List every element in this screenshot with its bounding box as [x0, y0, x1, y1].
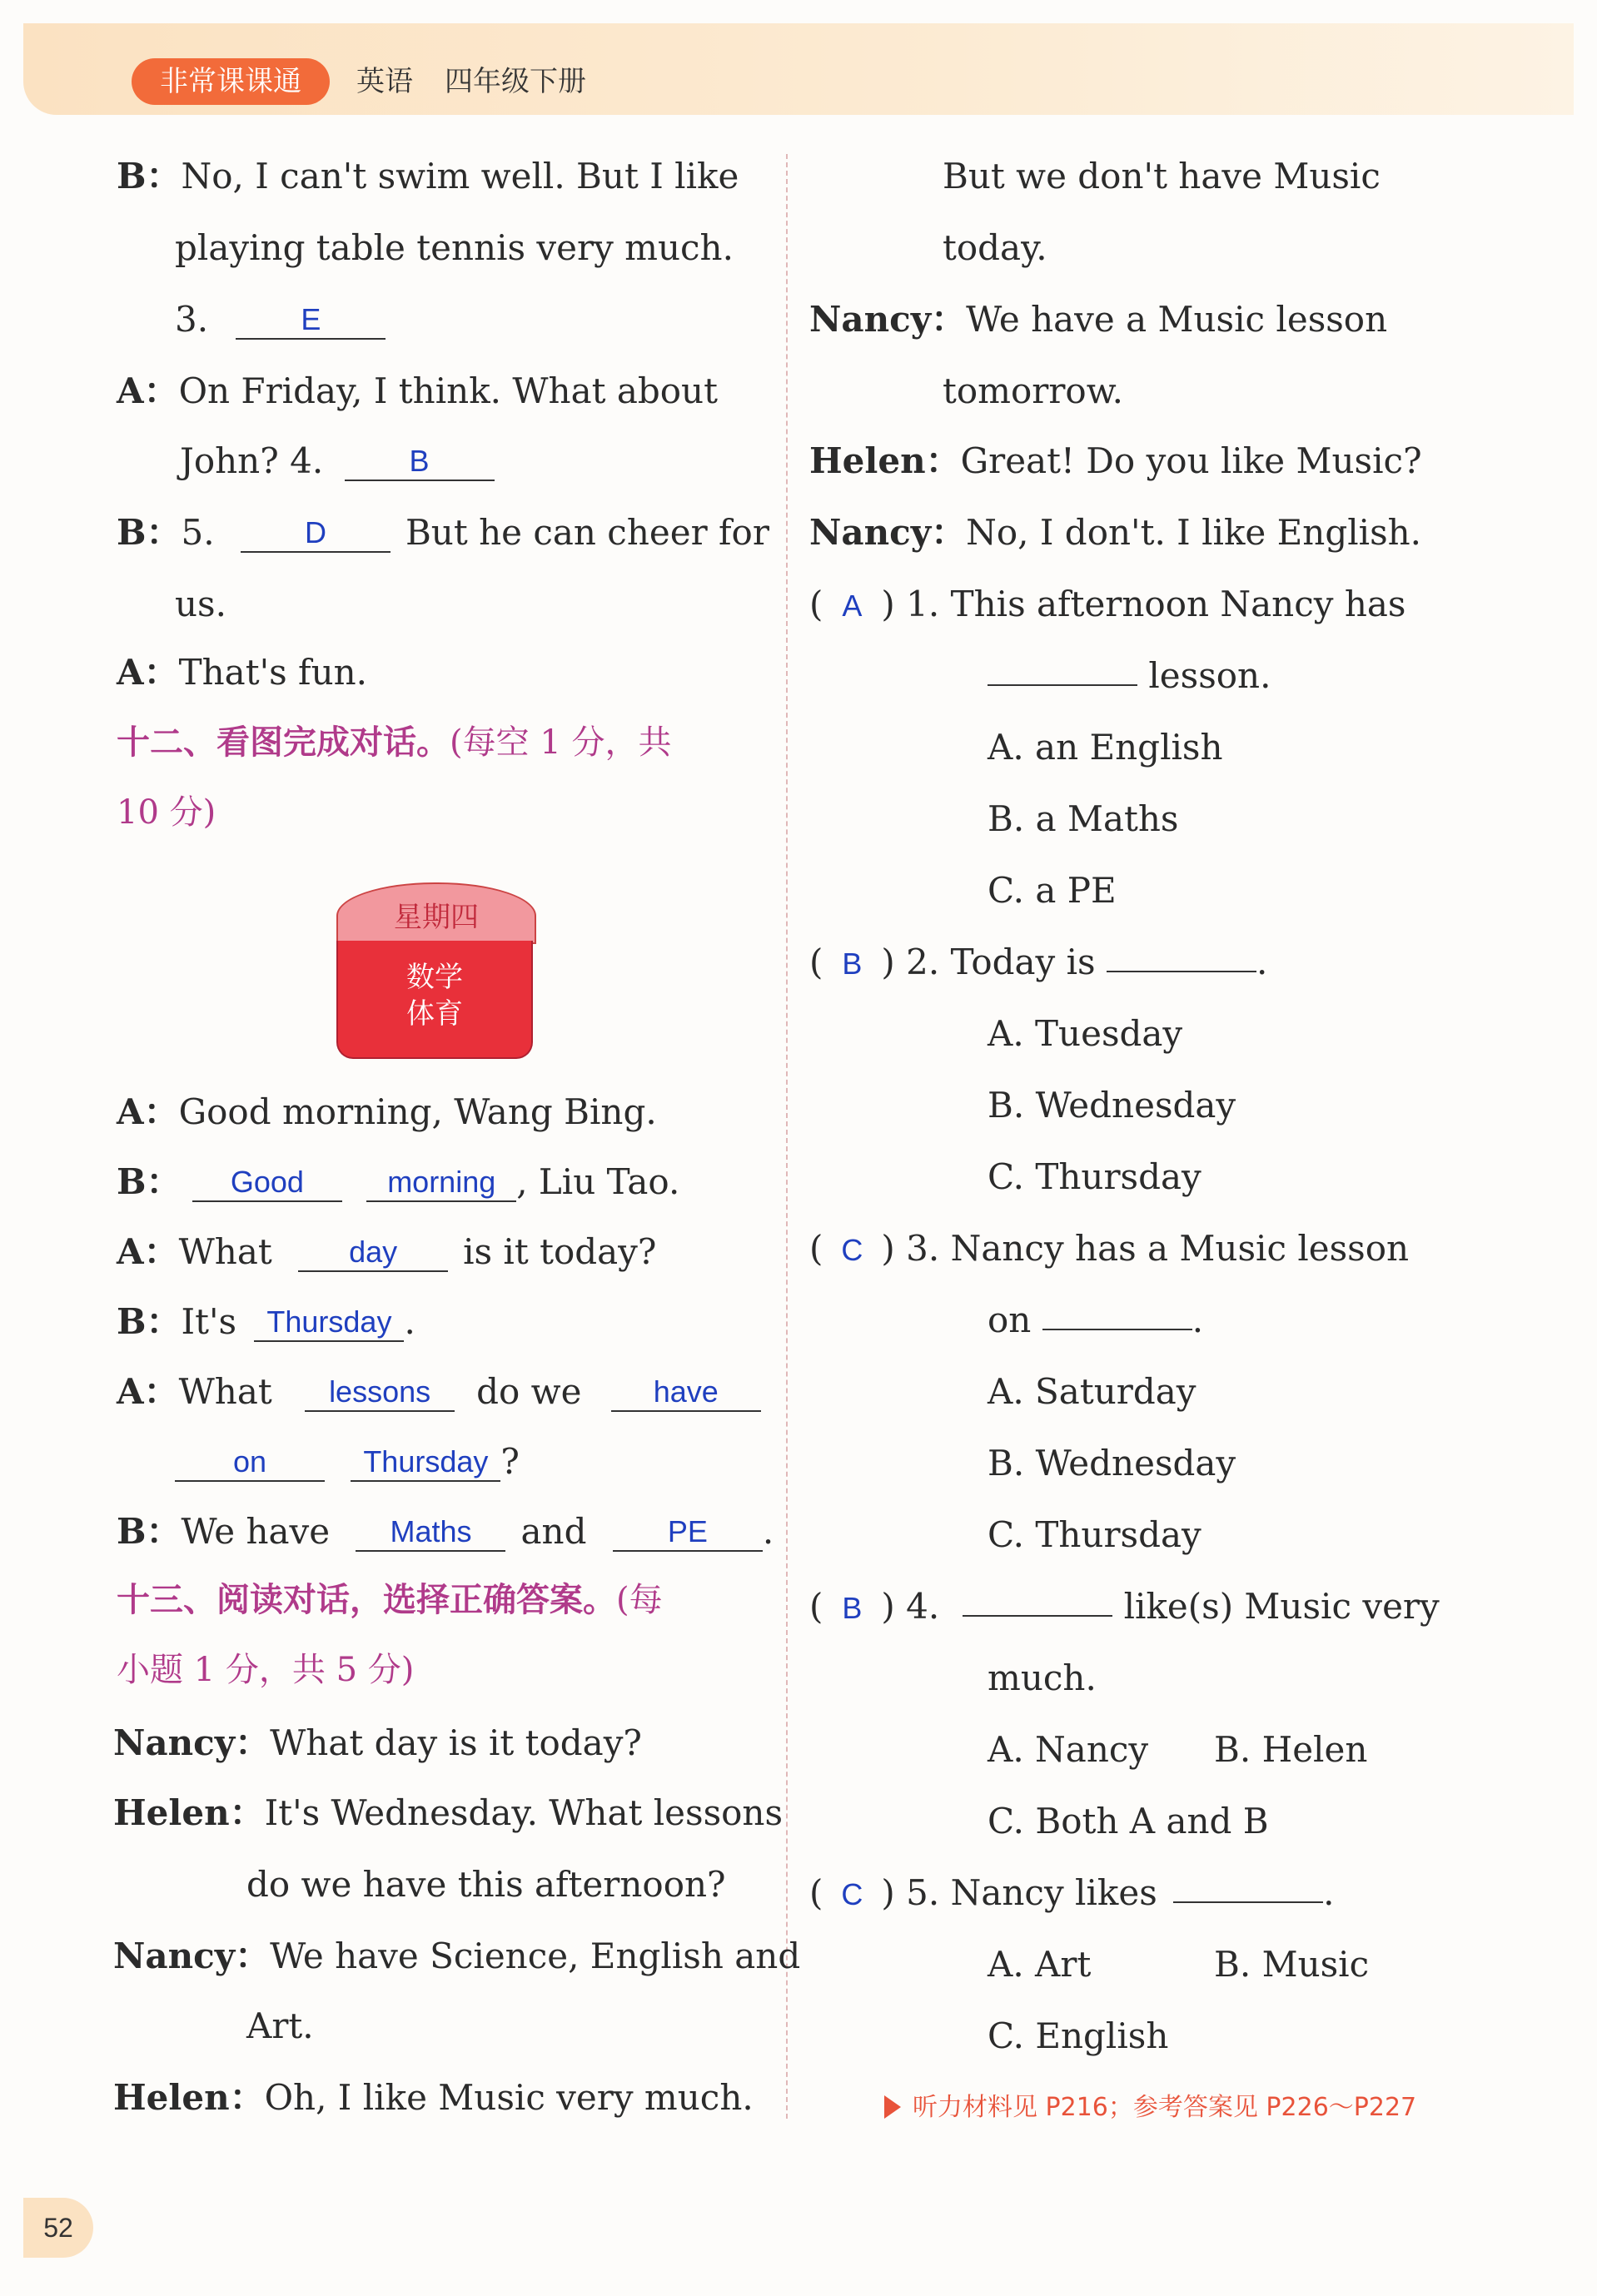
section-title: 十三、阅读对话，选择正确答案。(每 [117, 1581, 663, 1619]
answer-blank[interactable]: Thursday [351, 1444, 500, 1482]
answer-line: B：We have Maths and PE . [117, 1511, 774, 1552]
dialog-line: Nancy：No, I don't. I like English. [809, 512, 1422, 553]
answer-line: A：What day is it today? [117, 1231, 657, 1272]
answer-blank[interactable]: D [241, 514, 391, 553]
option-c: C. a PE [988, 870, 1117, 911]
option-b: B. Helen [1214, 1729, 1368, 1770]
option-b: B. a Maths [988, 798, 1179, 839]
question-blank[interactable] [1173, 1901, 1323, 1903]
question-2: ( B ) 2. Today is . [809, 937, 1267, 989]
answer-blank[interactable]: E [236, 301, 386, 340]
dialog-line: A：That's fun. [117, 652, 368, 693]
option-a: A. Nancy [988, 1729, 1149, 1770]
section-title-cont: 10 分) [117, 793, 216, 832]
answer-blank[interactable]: day [298, 1234, 448, 1272]
answer-choice[interactable]: A [842, 589, 863, 623]
option-c: C. Both A and B [988, 1801, 1269, 1841]
page-number: 52 [23, 2198, 93, 2258]
dialog-line: Art. [246, 2005, 314, 2046]
option-a: A. Saturday [988, 1371, 1197, 1412]
grade-label: 四年级下册 [445, 65, 586, 98]
section-title-cont: 小题 1 分，共 5 分) [117, 1651, 415, 1689]
answer-blank[interactable]: lessons [305, 1374, 455, 1412]
answer-choice[interactable]: C [841, 1233, 863, 1267]
dialog-line: tomorrow. [943, 370, 1124, 411]
dialog-line: Helen：It's Wednesday. What lessons [113, 1792, 784, 1833]
dialog-line: playing table tennis very much. [175, 227, 734, 268]
question-blank[interactable] [988, 684, 1137, 686]
dialog-line: Nancy：We have Science, English and [113, 1936, 801, 1976]
answer-blank[interactable]: Thursday [254, 1304, 404, 1342]
dialog-line: A：Good morning, Wang Bing. [117, 1091, 657, 1132]
reference-note: 听力材料见 P216；参考答案见 P226～P227 [884, 2086, 1416, 2123]
schedule-image [336, 882, 533, 1059]
answer-blank[interactable]: Good [192, 1164, 342, 1202]
answer-blank[interactable]: PE [613, 1513, 763, 1552]
dialog-line: do we have this afternoon? [246, 1864, 726, 1905]
question-line: much. [988, 1657, 1097, 1698]
dialog-line: Helen：Oh, I like Music very much. [113, 2077, 754, 2118]
dialog-line: B：No, I can't swim well. But I like [117, 156, 739, 196]
brand-badge: 非常课课通 [132, 58, 330, 105]
answer-line: 3. E [175, 295, 386, 345]
answer-choice[interactable]: C [841, 1877, 863, 1911]
answer-line: A：What lessons do we have [117, 1367, 761, 1417]
answer-line: B：5. D But he can cheer for [117, 512, 769, 553]
column-divider [786, 154, 788, 2119]
question-blank[interactable] [1042, 1329, 1192, 1330]
option-c: C. Thursday [988, 1156, 1201, 1197]
answer-line: John? 4. B [180, 436, 495, 486]
schedule-subjects: 数学 体育 [336, 941, 533, 1059]
answer-line: B： Good morning , Liu Tao. [117, 1161, 680, 1202]
question-3: ( C ) 3. Nancy has a Music lesson [809, 1224, 1409, 1275]
option-a: A. an English [988, 727, 1223, 768]
option-b: B. Wednesday [988, 1085, 1236, 1126]
dialog-line: But we don't have Music [943, 156, 1381, 196]
subject-label: 英语 [356, 65, 413, 98]
answer-choice[interactable]: B [842, 1591, 863, 1625]
arrow-right-icon [884, 2095, 901, 2119]
answer-choice[interactable]: B [842, 947, 863, 981]
option-c: C. Thursday [988, 1514, 1201, 1555]
question-4: ( B ) 4. like(s) Music very [809, 1582, 1440, 1633]
answer-line: on Thursday ? [175, 1437, 520, 1487]
answer-blank[interactable]: morning [366, 1164, 516, 1202]
dialog-line: Helen：Great! Do you like Music? [809, 440, 1422, 481]
answer-line: B：It's Thursday . [117, 1301, 415, 1342]
option-a: A. Tuesday [988, 1013, 1183, 1054]
option-c: C. English [988, 2015, 1169, 2056]
page-header [23, 23, 1574, 115]
dialog-line: A：On Friday, I think. What about [117, 370, 718, 411]
schedule-day: 星期四 [336, 882, 536, 944]
answer-blank[interactable]: have [611, 1374, 761, 1412]
question-1: ( A ) 1. This afternoon Nancy has [809, 579, 1405, 631]
dialog-line: Nancy：We have a Music lesson [809, 299, 1388, 340]
answer-blank[interactable]: B [345, 443, 495, 481]
question-line: lesson. [988, 651, 1271, 701]
question-blank[interactable] [1107, 971, 1256, 972]
answer-blank[interactable]: Maths [356, 1513, 505, 1552]
dialog-line: us. [175, 584, 226, 624]
answer-blank[interactable]: on [175, 1444, 325, 1482]
option-a: A. Art [988, 1944, 1092, 1985]
question-5: ( C ) 5. Nancy likes . [809, 1868, 1334, 1920]
question-blank[interactable] [963, 1615, 1112, 1617]
option-b: B. Wednesday [988, 1443, 1236, 1483]
section-title: 十二、看图完成对话。(每空 1 分，共 [117, 723, 672, 762]
question-line: on . [988, 1300, 1204, 1340]
dialog-line: today. [943, 227, 1047, 268]
option-b: B. Music [1214, 1944, 1370, 1985]
dialog-line: Nancy：What day is it today? [113, 1722, 642, 1763]
